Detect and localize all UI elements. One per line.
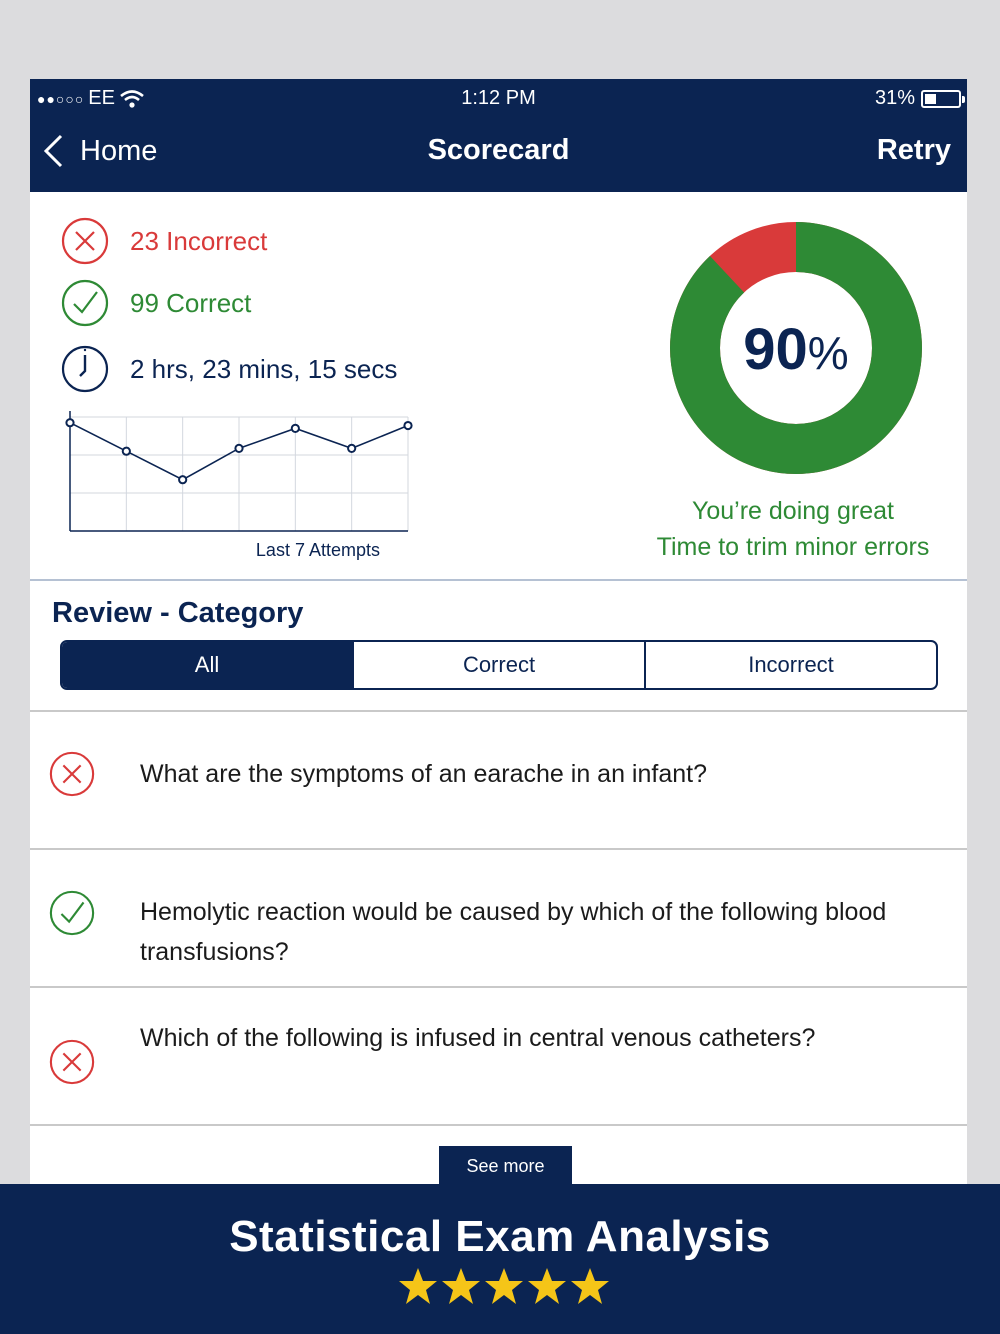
x-circle-icon: [60, 216, 110, 266]
battery: [875, 87, 961, 110]
status-time: 1:12 PM: [461, 87, 536, 109]
promo-banner: [0, 1184, 1000, 1334]
question-text: Which of the following is infused in central venous catheters?: [140, 1024, 816, 1052]
message-line-1: You’re doing great: [691, 497, 894, 525]
clock-icon: [60, 344, 110, 394]
time-label: 2 hrs, 23 mins, 15 secs: [130, 353, 398, 384]
data-point: [404, 422, 411, 429]
signal-icon: ●●○○○: [37, 90, 85, 107]
x-circle-icon: [48, 750, 96, 798]
navigation-bar: [30, 129, 967, 179]
correct-label: 99 Correct: [130, 287, 252, 318]
check-circle-icon: [60, 278, 110, 328]
retry-button[interactable]: Retry: [876, 134, 951, 166]
incorrect-count: [60, 216, 267, 266]
rating-stars: [398, 1266, 610, 1306]
battery-icon: [921, 90, 961, 108]
star-icon: [484, 1266, 524, 1306]
back-label: Home: [80, 134, 158, 167]
message-line-2: Time to trim minor errors: [656, 533, 930, 561]
question-row[interactable]: [30, 850, 967, 988]
page-title: Scorecard: [427, 134, 570, 166]
data-point: [292, 425, 299, 432]
star-icon: [441, 1266, 481, 1306]
data-point: [66, 419, 73, 426]
question-row[interactable]: [30, 712, 967, 850]
carrier-name: EE: [88, 87, 115, 109]
star-icon: [570, 1266, 610, 1306]
question-text: Hemolytic reaction would be caused by which of the following blood transfusions?: [140, 898, 887, 966]
star-icon: [398, 1266, 438, 1306]
time-taken: [60, 344, 397, 394]
encouragement-message: [630, 493, 956, 565]
data-point: [179, 476, 186, 483]
top-bar: [30, 79, 967, 192]
x-circle-icon: [48, 1038, 96, 1086]
question-text: What are the symptoms of an earache in an infant?: [140, 760, 707, 788]
star-icon: [527, 1266, 567, 1306]
section-divider: [30, 579, 967, 581]
review-filter: [60, 640, 938, 690]
correct-count: [60, 278, 251, 328]
see-more-button[interactable]: See more: [439, 1146, 572, 1184]
data-point: [348, 445, 355, 452]
incorrect-label: 23 Incorrect: [130, 225, 268, 256]
question-row[interactable]: [30, 988, 967, 1126]
tab-correct[interactable]: Correct: [352, 642, 644, 688]
tab-all[interactable]: All: [62, 642, 352, 688]
data-point: [235, 445, 242, 452]
tab-incorrect[interactable]: Incorrect: [644, 642, 936, 688]
score-value: 90: [743, 317, 808, 382]
score-percent: [668, 316, 924, 383]
check-circle-icon: [48, 889, 96, 937]
score-symbol: %: [807, 327, 849, 379]
data-point: [123, 448, 130, 455]
banner-title: Statistical Exam Analysis: [229, 1212, 771, 1261]
app-screen: [30, 79, 967, 1184]
chart-x-label: Last 7 Attempts: [255, 540, 380, 560]
review-title: Review - Category: [52, 597, 304, 629]
battery-percent: 31%: [874, 87, 915, 109]
status-bar: [30, 79, 967, 119]
